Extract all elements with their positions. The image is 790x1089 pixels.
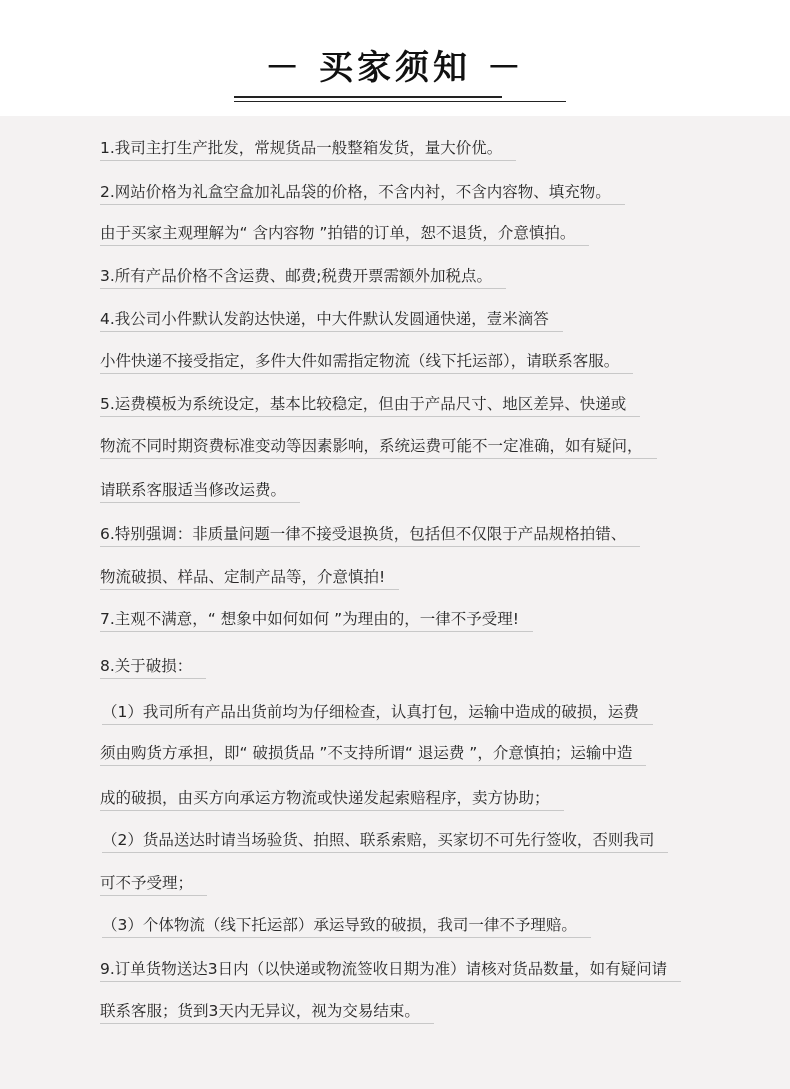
title-underline: [234, 96, 502, 98]
notice-line: 5.运费模板为系统设定，基本比较稳定，但由于产品尺寸、地区差异、快递或: [100, 394, 640, 417]
notice-line: 9.订单货物送达3日内（以快递或物流签收日期为准）请核对货品数量，如有疑问请: [100, 959, 681, 982]
notice-content: [0, 116, 790, 1089]
notice-line: 1.我司主打生产批发，常规货品一般整箱发货，量大价优。: [100, 138, 516, 161]
notice-line: （3）个体物流（线下托运部）承运导致的破损，我司一律不予理赔。: [102, 915, 591, 938]
notice-line: 成的破损，由买方向承运方物流或快递发起索赔程序，卖方协助；: [100, 788, 564, 811]
notice-line: 物流破损、样品、定制产品等，介意慎拍!: [100, 567, 399, 590]
notice-line: 联系客服；货到3天内无异议，视为交易结束。: [100, 1001, 434, 1024]
notice-line: 3.所有产品价格不含运费、邮费;税费开票需额外加税点。: [100, 266, 506, 289]
notice-line: 物流不同时期资费标准变动等因素影响，系统运费可能不一定准确，如有疑问，: [100, 436, 657, 459]
notice-line: 由于买家主观理解为“ 含内容物 ”拍错的订单，恕不退货，介意慎拍。: [100, 223, 589, 246]
page-title: － 买家须知 －: [265, 48, 525, 88]
notice-line: 7.主观不满意，“ 想象中如何如何 ”为理由的，一律不予受理!: [100, 609, 533, 632]
notice-line: （1）我司所有产品出货前均为仔细检查，认真打包，运输中造成的破损，运费: [102, 702, 653, 725]
notice-line: 8.关于破损：: [100, 656, 206, 679]
notice-line: 小件快递不接受指定，多件大件如需指定物流（线下托运部），请联系客服。: [100, 351, 633, 374]
notice-line: 须由购货方承担，即“ 破损货品 ”不支持所谓“ 退运费 ”，介意慎拍；运输中造: [100, 743, 646, 766]
notice-line: 请联系客服适当修改运费。: [100, 480, 300, 503]
title-underline-secondary: [234, 101, 566, 102]
notice-line: 6.特别强调：非质量问题一律不接受退换货，包括但不仅限于产品规格拍错、: [100, 524, 640, 547]
header: [0, 0, 790, 116]
notice-line: 2.网站价格为礼盒空盒加礼品袋的价格，不含内衬，不含内容物、填充物。: [100, 182, 625, 205]
notice-line: 可不予受理；: [100, 873, 207, 896]
notice-line: （2）货品送达时请当场验货、拍照、联系索赔，买家切不可先行签收，否则我司: [102, 830, 668, 853]
notice-line: 4.我公司小件默认发韵达快递，中大件默认发圆通快递，壹米滴答: [100, 309, 563, 332]
